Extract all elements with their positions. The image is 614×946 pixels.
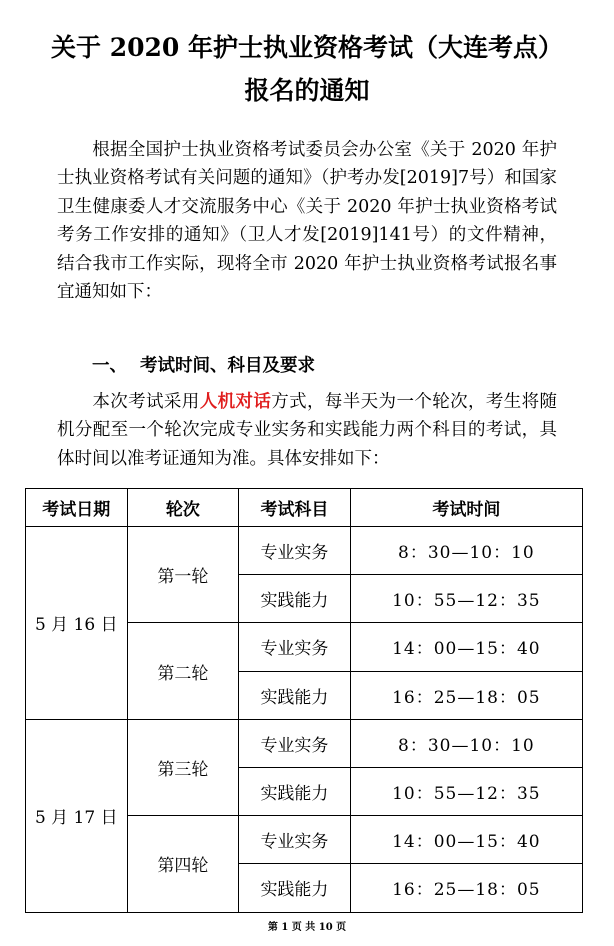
section-number: 一、 xyxy=(92,356,127,376)
time-cell: 10：55—12：35 xyxy=(350,575,582,623)
table-header-row xyxy=(26,489,583,527)
subject-cell: 专业实务 xyxy=(239,719,351,767)
subject-cell: 专业实务 xyxy=(239,816,351,864)
subject-cell: 实践能力 xyxy=(239,671,351,719)
document-title-line1: 关于 2020 年护士执业资格考试（大连考点） xyxy=(51,33,563,62)
subject-cell: 专业实务 xyxy=(239,527,351,575)
time-cell: 8：30—10：10 xyxy=(350,719,582,767)
subject-cell: 实践能力 xyxy=(239,575,351,623)
intro-paragraph xyxy=(57,136,557,306)
subject-cell: 实践能力 xyxy=(239,864,351,912)
exam-paragraph-before: 本次考试采用 xyxy=(92,392,200,412)
header-round: 轮次 xyxy=(127,489,239,527)
exam-date-cell: 5 月 16 日 xyxy=(26,527,128,720)
exam-mode-highlight: 人机对话 xyxy=(199,392,272,412)
time-cell: 8：30—10：10 xyxy=(350,527,582,575)
section-heading-1 xyxy=(92,352,315,377)
header-exam-date: 考试日期 xyxy=(26,489,128,527)
time-cell: 10：55—12：35 xyxy=(350,767,582,815)
time-cell: 14：00—15：40 xyxy=(350,816,582,864)
subject-cell: 专业实务 xyxy=(239,623,351,671)
exam-paragraph xyxy=(57,388,557,473)
header-subject: 考试科目 xyxy=(239,489,351,527)
round-cell: 第四轮 xyxy=(127,816,239,912)
time-cell: 16：25—18：05 xyxy=(350,671,582,719)
exam-schedule-table xyxy=(25,488,583,913)
intro-paragraph-text: 根据全国护士执业资格考试委员会办公室《关于 2020 年护士执业资格考试有关问题的通知》（护考办发[2019]7号）和国家卫生健康委人才交流服务中心《关于 2020 年护士执业资格考试考务工作安排的通知》（卫人才发[2019]141号）的文件精神，结合我市工作实际，现将全市 2020 年护士执业资格考试报名事宜通知如下： xyxy=(57,140,557,303)
round-cell: 第二轮 xyxy=(127,623,239,719)
time-cell: 14：00—15：40 xyxy=(350,623,582,671)
exam-paragraph-after: 方式，每半天为一个轮次，考生将随机分配至一个轮次完成专业实务和实践能力两个科目的考试，具体时间以准考证通知为准。具体安排如下： xyxy=(57,392,558,469)
table-row xyxy=(26,719,583,767)
round-cell: 第三轮 xyxy=(127,719,239,815)
header-time: 考试时间 xyxy=(350,489,582,527)
section-title: 考试时间、科目及要求 xyxy=(140,356,315,376)
exam-date-cell: 5 月 17 日 xyxy=(26,719,128,912)
time-cell: 16：25—18：05 xyxy=(350,864,582,912)
page-footer: 第 1 页 共 10 页 xyxy=(267,922,347,933)
document-title-line2: 报名的通知 xyxy=(244,76,370,105)
round-cell: 第一轮 xyxy=(127,527,239,623)
table-row xyxy=(26,527,583,575)
subject-cell: 实践能力 xyxy=(239,767,351,815)
